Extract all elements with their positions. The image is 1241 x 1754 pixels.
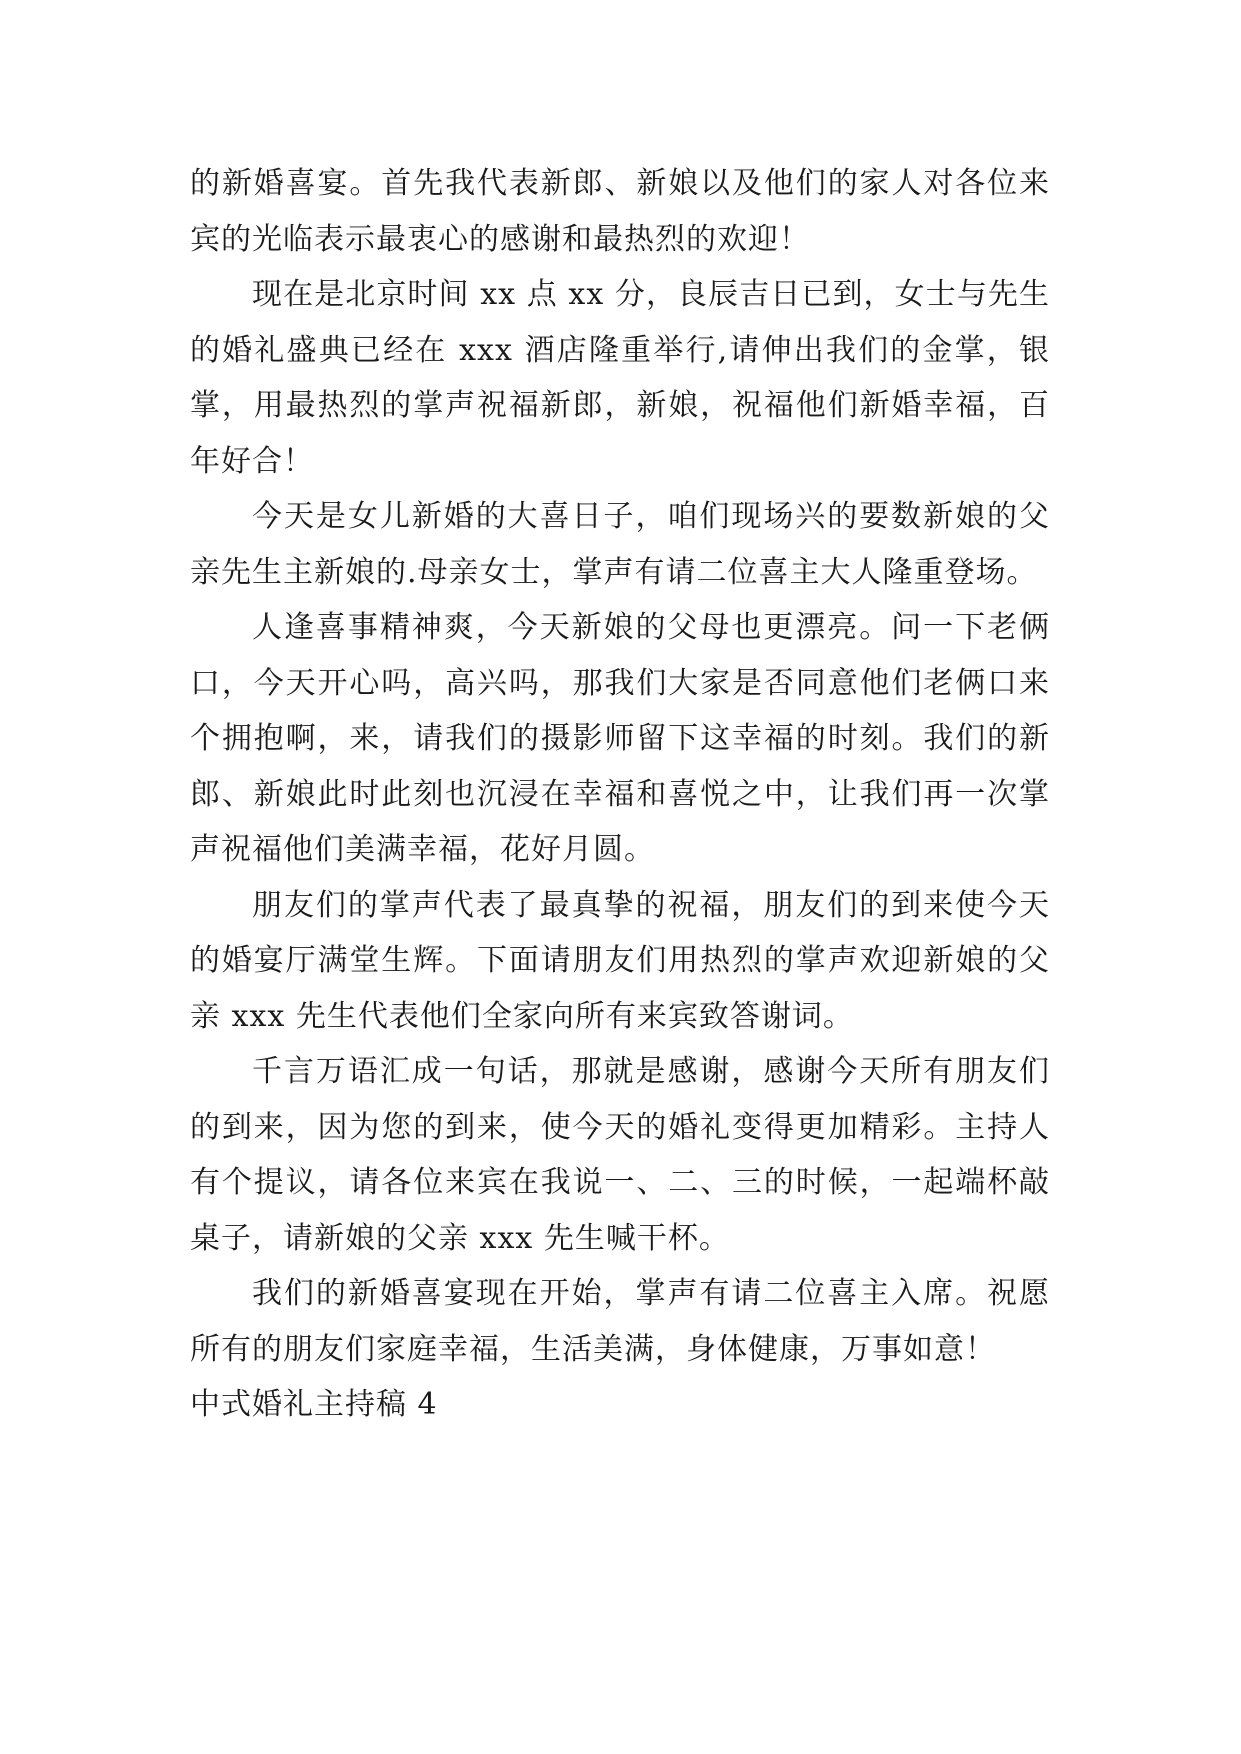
- paragraph-continued: 的新婚喜宴。首先我代表新郎、新娘以及他们的家人对各位来宾的光临表示最衷心的感谢和最热烈的欢迎！: [190, 166, 1050, 257]
- paragraph: 我们的新婚喜宴现在开始，掌声有请二位喜主入席。祝愿所有的朋友们家庭幸福，生活美满，身体健康，万事如意！: [190, 1276, 1050, 1367]
- paragraph: 千言万语汇成一句话，那就是感谢，感谢今天所有朋友们的到来，因为您的到来，使今天的婚礼变得更加精彩。主持人有个提议，请各位来宾在我说一、二、三的时候，一起端杯敲桌子，请新娘的父亲 xxx 先生喊干杯。: [190, 1054, 1050, 1256]
- paragraph: 朋友们的掌声代表了最真挚的祝福，朋友们的到来使今天的婚宴厅满堂生辉。下面请朋友们用热烈的掌声欢迎新娘的父亲 xxx 先生代表他们全家向所有来宾致答谢词。: [190, 887, 1050, 1034]
- section-heading: 中式婚礼主持稿 4: [190, 1387, 438, 1422]
- paragraph: 现在是北京时间 xx 点 xx 分，良辰吉日已到，女士与先生的婚礼盛典已经在 xxx 酒店隆重举行,请伸出我们的金掌，银掌，用最热烈的掌声祝福新郎，新娘，祝福他们新婚幸福，百年好合！: [190, 277, 1050, 479]
- paragraph: 今天是女儿新婚的大喜日子，咱们现场兴的要数新娘的父亲先生主新娘的.母亲女士，掌声有请二位喜主大人隆重登场。: [190, 499, 1050, 590]
- document-body: [190, 156, 1050, 1433]
- paragraph: 人逢喜事精神爽，今天新娘的父母也更漂亮。问一下老俩口，今天开心吗，高兴吗，那我们大家是否同意他们老俩口来个拥抱啊，来，请我们的摄影师留下这幸福的时刻。我们的新郎、新娘此时此刻也沉浸在幸福和喜悦之中，让我们再一次掌声祝福他们美满幸福，花好月圆。: [190, 610, 1050, 867]
